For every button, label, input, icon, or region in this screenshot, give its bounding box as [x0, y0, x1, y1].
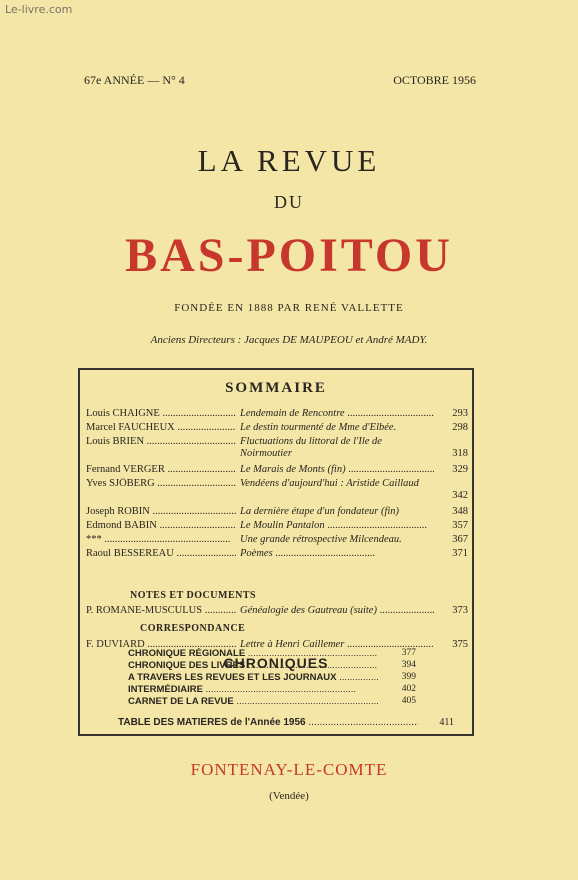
toc-entry: [86, 478, 468, 504]
toc-author: F. DUVIARD .....: [86, 639, 236, 651]
toc-page: 318: [452, 448, 468, 459]
toc-article: Généalogie des Gautreau (suite) .....: [240, 605, 434, 617]
chronique-page: 394: [401, 660, 416, 670]
toc-article: Le Marais de Monts (fin) .....: [240, 464, 434, 476]
founded-line: FONDÉE EN 1888 PAR RENÉ VALLETTE: [174, 302, 404, 314]
toc-author: Yves SJÖBERG .....: [86, 478, 236, 490]
toc-article: Le Moulin Pantalon .....: [240, 520, 434, 532]
toc-author: Raoul BESSEREAU .....: [86, 548, 236, 560]
toc-page: 373: [452, 605, 468, 616]
toc-author: P. ROMANE-MUSCULUS .....: [86, 605, 236, 617]
publisher-region: (Vendée): [269, 790, 309, 802]
toc-author: Louis BRIEN .....: [86, 436, 236, 448]
toc-page: 329: [452, 464, 468, 475]
toc-page: 371: [452, 548, 468, 559]
chronique-label: CHRONIQUE DES LIVRES .....: [128, 660, 378, 671]
publisher-place: FONTENAY-LE-COMTE: [190, 760, 388, 779]
directors-line: Anciens Directeurs : Jacques DE MAUPEOU et André MADY.: [150, 334, 428, 346]
toc-author: Fernand VERGER .....: [86, 464, 236, 476]
chronique-label: CARNET DE LA REVUE .....: [128, 696, 378, 707]
table-of-contents: [78, 368, 474, 736]
notes-heading: NOTES ET DOCUMENTS: [130, 590, 257, 601]
toc-article: Lendemain de Rencontre .....: [240, 408, 434, 420]
title-main: BAS-POITOU: [125, 229, 453, 282]
toc-author: Louis CHAIGNE .....: [86, 408, 236, 420]
chronique-page: 377: [401, 648, 416, 658]
toc-heading: SOMMAIRE: [225, 380, 327, 396]
toc-page: 367: [452, 534, 468, 545]
correspondance-heading: CORRESPONDANCE: [140, 623, 246, 634]
chroniques-heading: CHRONIQUES: [223, 655, 329, 671]
title-la-revue: LA REVUE: [197, 143, 381, 178]
toc-page: 342: [452, 490, 468, 501]
toc-page: 375: [452, 639, 468, 650]
toc-article: La dernière étape d'un fondateur (fin): [240, 506, 400, 517]
toc-page: 298: [452, 422, 468, 433]
toc-article: Poèmes .....: [240, 548, 434, 560]
toc-article: Une grande rétrospective Milcendeau.: [240, 534, 402, 545]
issue-line: [84, 73, 476, 88]
chronique-label: INTERMÉDIAIRE .....: [128, 684, 378, 695]
toc-article: Vendéens d'aujourd'hui : Aristide Caillaud: [240, 478, 419, 489]
toc-author: Marcel FAUCHEUX .....: [86, 422, 236, 434]
toc-article: Lettre à Henri Caillemer .....: [240, 639, 434, 651]
toc-page: 348: [452, 506, 468, 517]
chronique-page: 402: [401, 684, 416, 694]
toc-page: 357: [452, 520, 468, 531]
toc-article: Le destin tourmenté de Mme d'Elbée.: [240, 422, 397, 433]
chronique-label: A TRAVERS LES REVUES ET LES JOURNAUX .....: [128, 672, 378, 683]
toc-author: Edmond BABIN .....: [86, 520, 236, 532]
issue-date: OCTOBRE 1956: [393, 73, 476, 87]
toc-page: 293: [452, 408, 468, 419]
toc-author: *** .....: [86, 534, 236, 546]
tables-page: 411: [439, 717, 454, 728]
toc-entry: [86, 436, 468, 462]
chronique-label: CHRONIQUE RÉGIONALE .....: [128, 648, 378, 659]
chronique-page: 399: [401, 672, 416, 682]
chronique-page: 405: [401, 696, 416, 706]
watermark: Le-livre.com: [5, 3, 73, 16]
toc-article: Fluctuations du littoral de l'Ile de Noirmoutier: [240, 436, 382, 459]
issue-number: 67e ANNÉE — N° 4: [84, 73, 185, 87]
toc-author: Joseph ROBIN .....: [86, 506, 236, 518]
tables-label: TABLE DES MATIÈRES de l'Année 1956 .....: [118, 717, 418, 728]
title-du: DU: [274, 192, 304, 212]
